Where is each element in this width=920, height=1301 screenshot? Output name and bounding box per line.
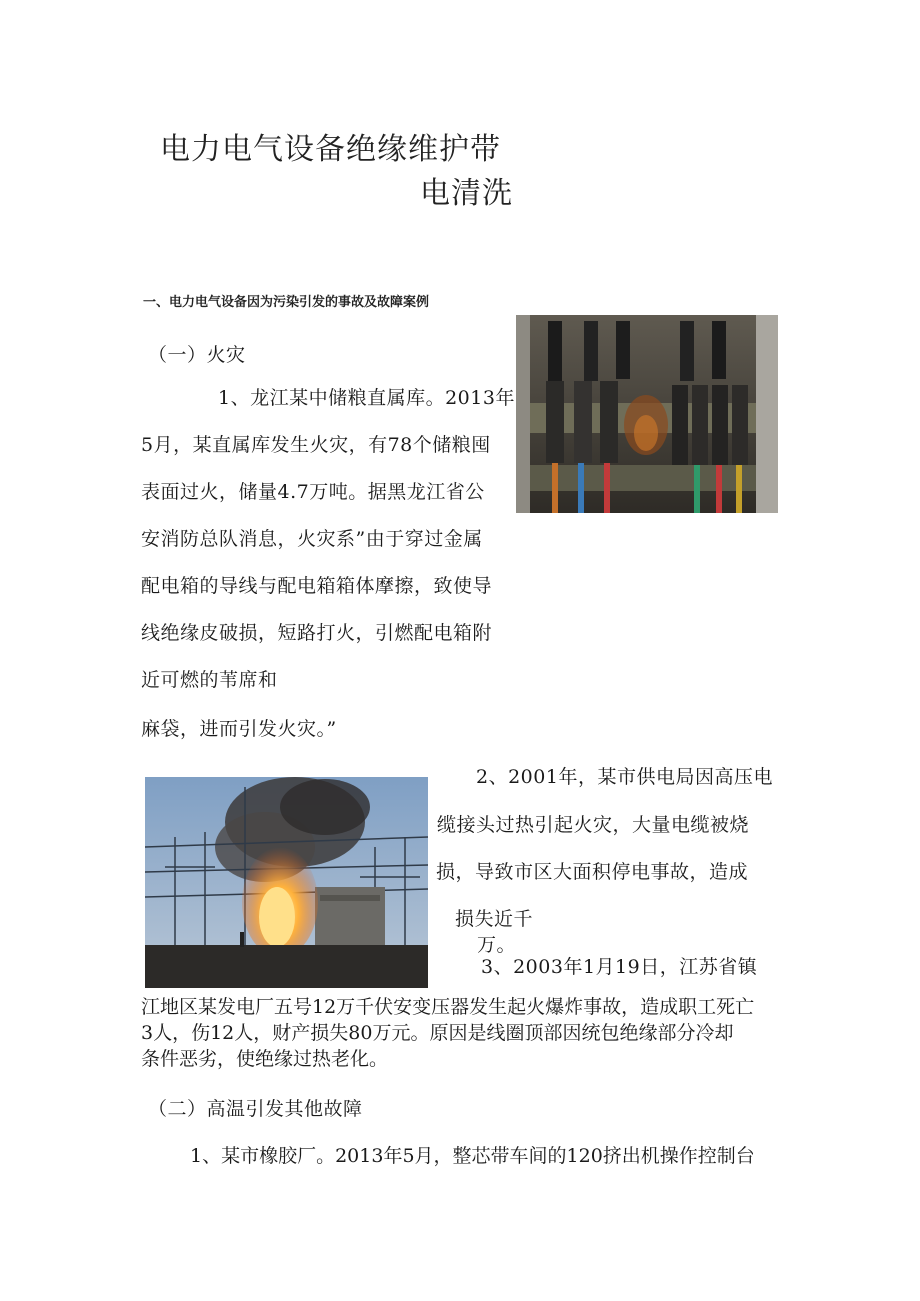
case2-line-4: 损失近千 bbox=[455, 908, 534, 930]
case4-line-1: 1、某市橡胶厂。2013年5月，整芯带车间的120挤出机操作控制台 bbox=[190, 1145, 755, 1167]
subsection-heading-overheat: （二）高温引发其他故障 bbox=[148, 1098, 363, 1120]
case2-line-3: 损，导致市区大面积停电事故，造成 bbox=[436, 861, 749, 883]
document-title-line-2: 电清洗 bbox=[420, 176, 513, 211]
case3-line-2: 江地区某发电厂五号12万千伏安变压器发生起火爆炸事故，造成职工死亡 bbox=[141, 996, 755, 1018]
case2-line-2: 缆接头过热引起火灾，大量电缆被烧 bbox=[437, 814, 750, 836]
case2-line-1: 2、2001年，某市供电局因高压电 bbox=[476, 766, 773, 788]
case3-line-3: 3人，伤12人，财产损失80万元。原因是线圈顶部因统包绝缘部分冷却 bbox=[141, 1022, 734, 1044]
subsection-heading-fire: （一）火灾 bbox=[148, 344, 246, 366]
case1-line-8: 麻袋，进而引发火灾。” bbox=[141, 718, 337, 740]
case1-line-1: 1、龙江某中储粮直属库。2013年 bbox=[218, 387, 515, 409]
case3-line-4: 条件恶劣，使绝缘过热老化。 bbox=[141, 1048, 389, 1070]
case2-line-5: 万。 bbox=[477, 934, 517, 956]
case1-line-2: 5月，某直属库发生火灾，有78个储粮囤 bbox=[141, 434, 491, 456]
document-title-line-1: 电力电气设备绝缘维护带 bbox=[160, 132, 501, 167]
case1-line-3: 表面过火，储量4.7万吨。据黑龙江省公 bbox=[141, 481, 485, 503]
case1-line-6: 线绝缘皮破损，短路打火，引燃配电箱附 bbox=[141, 622, 493, 644]
case1-line-7: 近可燃的苇席和 bbox=[141, 669, 278, 691]
case3-line-1: 3、2003年1月19日，江苏省镇 bbox=[481, 956, 758, 978]
case1-line-5: 配电箱的导线与配电箱箱体摩擦，致使导 bbox=[141, 575, 493, 597]
substation-fire-photo bbox=[145, 777, 428, 988]
section-heading: 一、电力电气设备因为污染引发的事故及故障案例 bbox=[143, 295, 430, 310]
case1-line-4: 安消防总队消息，火灾系”由于穿过金属 bbox=[141, 528, 483, 550]
burnt-circuit-breaker-photo bbox=[516, 315, 778, 513]
